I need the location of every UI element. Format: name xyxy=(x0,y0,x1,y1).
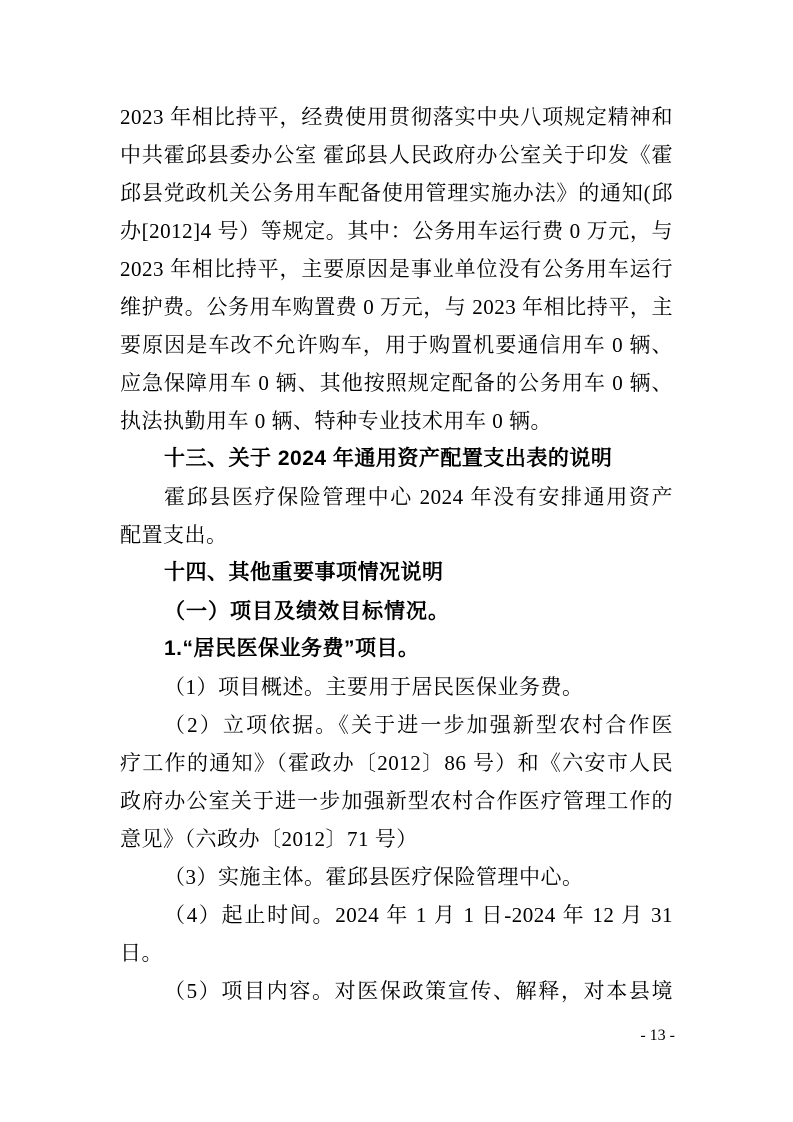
text-line: （4）起止时间。2024 年 1 月 1 日-2024 年 12 月 31 xyxy=(164,903,673,927)
text-line: （3）实施主体。霍邱县医疗保险管理中心。 xyxy=(164,865,584,889)
section-14-heading: 十四、其他重要事项情况说明 xyxy=(164,561,444,584)
text-line: 配置支出。 xyxy=(120,523,228,547)
text-line: 执法执勤用车 0 辆、特种专业技术用车 0 辆。 xyxy=(120,409,552,433)
text-line: （5）项目内容。对医保政策宣传、解释，对本县境 xyxy=(164,979,673,1003)
text-line: 意见》（六政办〔2012〕71 号） xyxy=(120,827,418,851)
text-line: 日。 xyxy=(120,941,163,965)
text-line: 2023 年相比持平，经费使用贯彻落实中央八项规定精神和 xyxy=(120,105,673,129)
subsection-1-heading: （一）项目及绩效目标情况。 xyxy=(164,599,450,623)
text-line: （1）项目概述。主要用于居民医保业务费。 xyxy=(164,675,584,699)
document-body xyxy=(120,98,673,1010)
text-line: 办[2012]4 号）等规定。其中：公务用车运行费 0 万元，与 xyxy=(120,219,673,243)
text-line: 中共霍邱县委办公室 霍邱县人民政府办公室关于印发《霍 xyxy=(120,143,673,167)
text-line: 政府办公室关于进一步加强新型农村合作医疗管理工作的 xyxy=(120,789,673,813)
project-1-heading: 1.“居民医保业务费”项目。 xyxy=(164,637,420,660)
text-line: 疗工作的通知》（霍政办〔2012〕86 号）和《六安市人民 xyxy=(120,751,673,775)
text-line: 应急保障用车 0 辆、其他按照规定配备的公务用车 0 辆、 xyxy=(120,371,673,395)
page-number: - 13 - xyxy=(640,1027,675,1044)
text-line: 要原因是车改不允许购车，用于购置机要通信用车 0 辆、 xyxy=(120,333,673,357)
section-13-heading: 十三、关于 2024 年通用资产配置支出表的说明 xyxy=(164,447,613,470)
text-line: 霍邱县医疗保险管理中心 2024 年没有安排通用资产 xyxy=(164,485,673,509)
text-line: 邱县党政机关公务用车配备使用管理实施办法》的通知(邱 xyxy=(120,181,673,205)
text-line: （2）立项依据。《关于进一步加强新型农村合作医 xyxy=(164,713,673,737)
text-line: 维护费。公务用车购置费 0 万元，与 2023 年相比持平，主 xyxy=(120,295,673,319)
text-line: 2023 年相比持平，主要原因是事业单位没有公务用车运行 xyxy=(120,257,673,281)
